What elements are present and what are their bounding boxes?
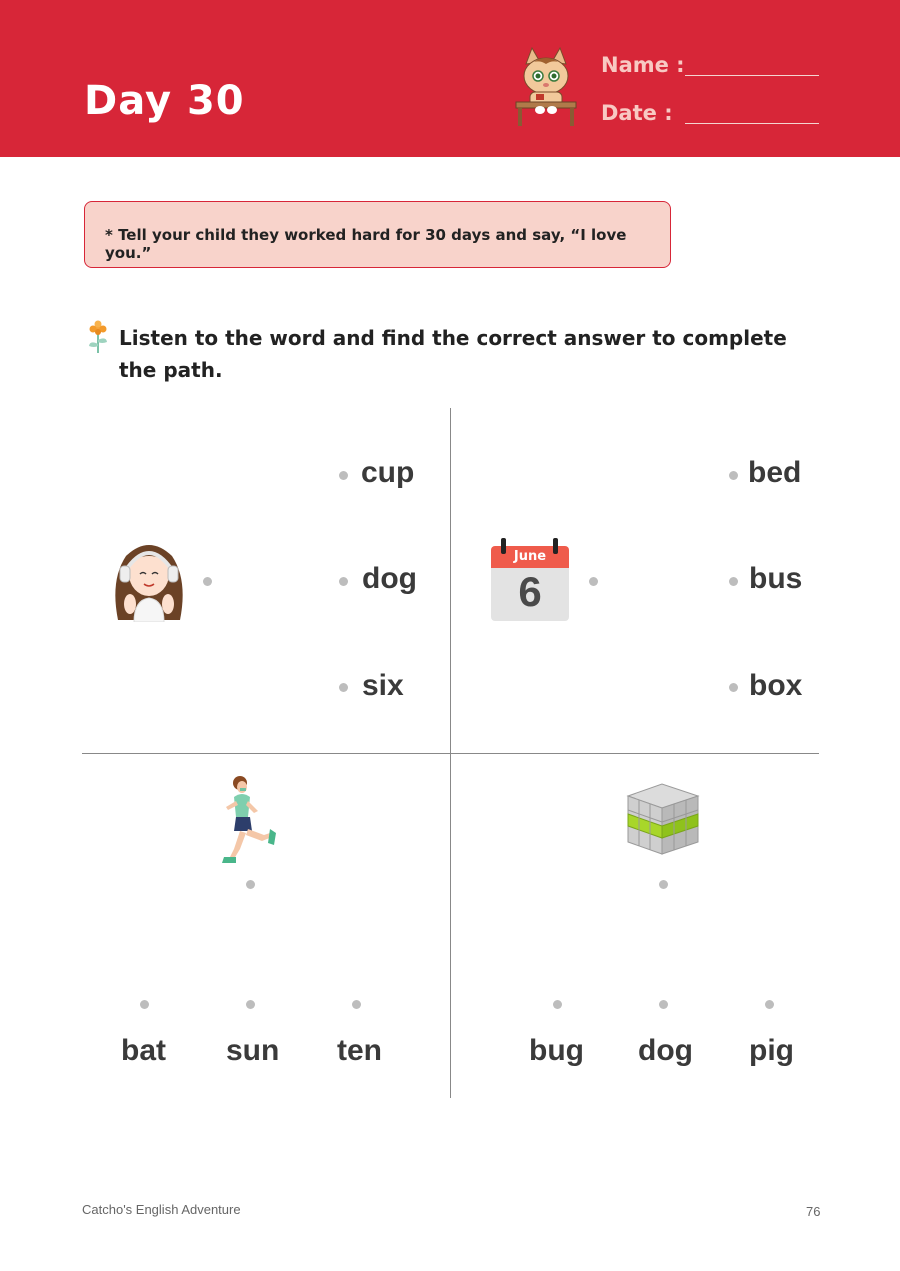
- answer-dot[interactable]: [339, 577, 348, 586]
- word-option[interactable]: bed: [748, 456, 802, 489]
- answer-dot[interactable]: [246, 1000, 255, 1009]
- start-dot[interactable]: [659, 880, 668, 889]
- answer-dot[interactable]: [729, 577, 738, 586]
- flower-icon: [86, 320, 110, 354]
- answer-dot[interactable]: [765, 1000, 774, 1009]
- girl-with-headphones-icon: [104, 530, 194, 622]
- answer-dot[interactable]: [352, 1000, 361, 1009]
- word-option[interactable]: bug: [529, 1034, 584, 1067]
- answer-dot[interactable]: [729, 471, 738, 480]
- word-option[interactable]: pig: [749, 1034, 794, 1067]
- word-option[interactable]: ten: [337, 1034, 382, 1067]
- answer-dot[interactable]: [553, 1000, 562, 1009]
- calendar-icon: [491, 538, 569, 621]
- word-option[interactable]: dog: [638, 1034, 693, 1067]
- word-option[interactable]: bus: [749, 562, 803, 595]
- parent-note-text: * Tell your child they worked hard for 30 days and say, “I love you.”: [105, 226, 627, 262]
- date-field[interactable]: [685, 123, 819, 124]
- page-header: [0, 0, 900, 157]
- cat-mascot-icon: [512, 46, 580, 128]
- instruction-text: Listen to the word and find the correct answer to complete the path.: [119, 326, 787, 382]
- word-option[interactable]: cup: [361, 456, 415, 489]
- word-option[interactable]: dog: [362, 562, 417, 595]
- answer-dot[interactable]: [659, 1000, 668, 1009]
- calendar-day: 6: [518, 568, 542, 615]
- answer-dot[interactable]: [339, 683, 348, 692]
- parent-note: [84, 201, 671, 268]
- start-dot[interactable]: [203, 577, 212, 586]
- page-number: 76: [806, 1204, 821, 1219]
- runner-icon: [218, 773, 280, 869]
- name-label: Name :: [601, 53, 685, 77]
- word-option[interactable]: bat: [121, 1034, 166, 1067]
- word-option[interactable]: box: [749, 669, 803, 702]
- date-label: Date :: [601, 101, 673, 125]
- word-option[interactable]: sun: [226, 1034, 280, 1067]
- word-option[interactable]: six: [362, 669, 404, 702]
- answer-dot[interactable]: [729, 683, 738, 692]
- calendar-month: June: [513, 549, 547, 564]
- horizontal-divider: [82, 753, 819, 754]
- answer-dot[interactable]: [140, 1000, 149, 1009]
- day-title: Day 30: [84, 78, 245, 124]
- name-field[interactable]: [685, 75, 819, 76]
- start-dot[interactable]: [589, 577, 598, 586]
- book-title: Catcho's English Adventure: [82, 1202, 241, 1217]
- cube-blocks-icon: [622, 782, 702, 856]
- answer-dot[interactable]: [339, 471, 348, 480]
- start-dot[interactable]: [246, 880, 255, 889]
